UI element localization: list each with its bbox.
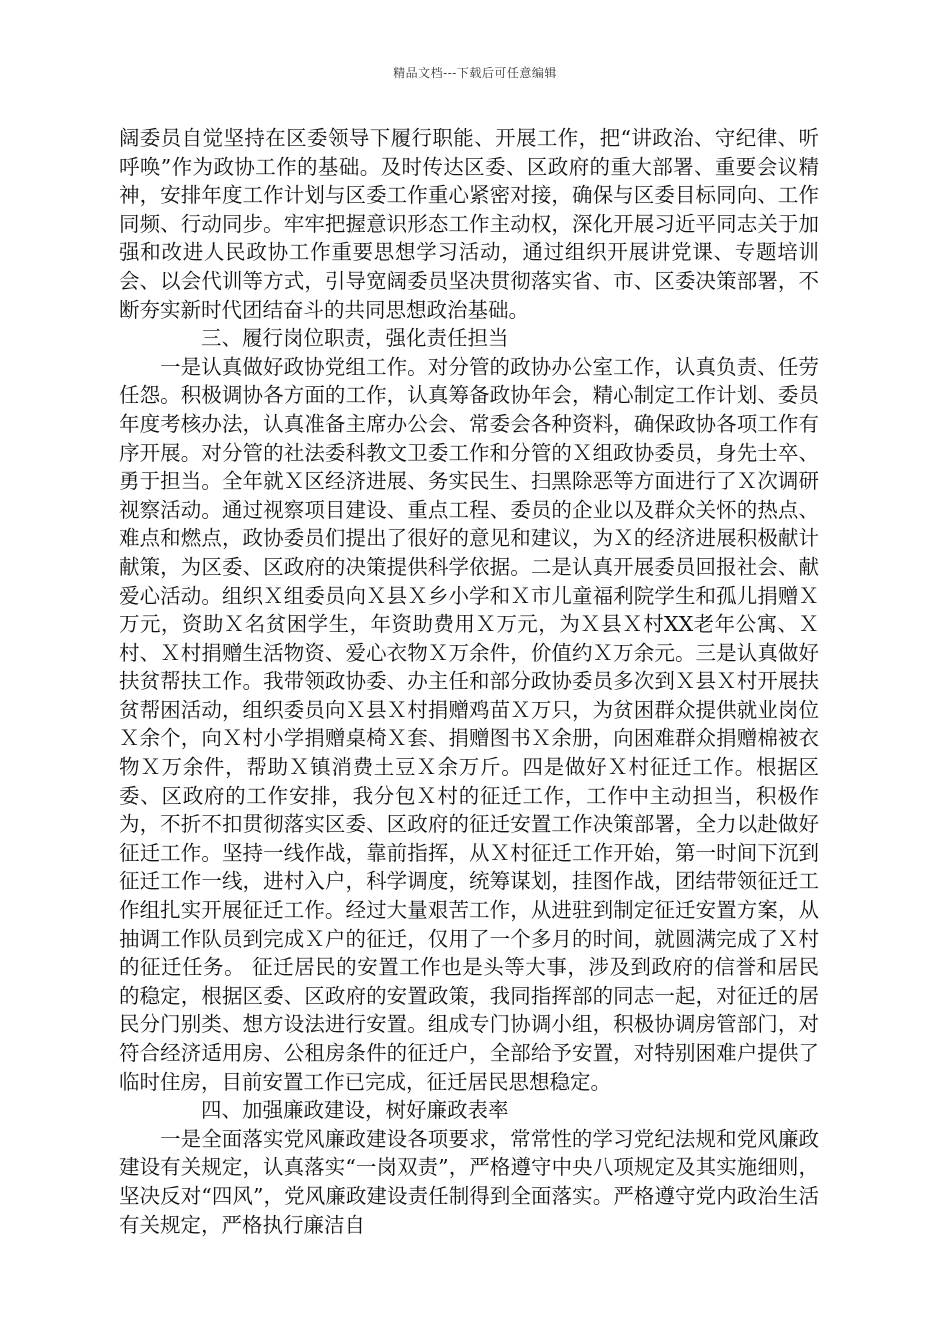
body-paragraph-continued: 阔委员自觉坚持在区委领导下履行职能、开展工作，把“讲政治、守纪律、听呼唤”作为政协工作的基础。及时传达区委、区政府的重大部署、重要会议精神，安排年度工作计划与区委工作重心紧密对接，确保与区委目标同向、工作同频、行动同步。牢牢把握意识形态工作主动权，深化开展习近平同志关于加强和改进人民政协工作重要思想学习活动，通过组织开展讲党课、专题培训会、以会代训等方式，引导宽阔委员坚决贯彻落实省、市、区委决策部署，不断夯实新时代团结奋斗的共同思想政治基础。 (119, 126, 819, 322)
page-header: 精品文档---下载后可任意编辑 (393, 66, 557, 80)
section-heading-4: 四、加强廉政建设，树好廉政表率 (201, 1098, 509, 1123)
body-paragraph: 一是认真做好政协党组工作。对分管的政协办公室工作，认真负责、任劳任怨。积极调协各方面的工作，认真筹备政协年会，精心制定工作计划、委员年度考核办法，认真准备主席办公会、常委会各种资料，确保政协各项工作有序开展。对分管的社法委科教文卫委工作和分管的Ｘ组政协委员，身先士卒、勇于担当。全年就Ｘ区经济进展、务实民生、扫黑除恶等方面进行了Ｘ次调研视察活动。通过视察项目建设、重点工程、委员的企业以及群众关怀的热点、难点和燃点，政协委员们提出了很好的意见和建议，为Ｘ的经济进展积极献计献策，为区委、区政府的决策提供科学依据。二是认真开展委员回报社会、献爱心活动。组织Ｘ组委员向Ｘ县Ｘ乡小学和Ｘ市儿童福利院学生和孤儿捐赠Ｘ万元，资助Ｘ名贫困学生，年资助费用Ｘ万元，为Ｘ县Ｘ村XX老年公寓、Ｘ村、Ｘ村捐赠生活物资、爱心衣物Ｘ万余件，价值约Ｘ万余元。三是认真做好扶贫帮扶工作。我带领政协委、办主任和部分政协委员多次到Ｘ县Ｘ村开展扶贫帮困活动，组织委员向Ｘ县Ｘ村捐赠鸡苗Ｘ万只，为贫困群众提供就业岗位Ｘ余个，向Ｘ村小学捐赠桌椅Ｘ套、捐赠图书Ｘ余册，向困难群众捐赠棉被衣物Ｘ万余件，帮助Ｘ镇消费土豆Ｘ余万斤。四是做好Ｘ村征迁工作。根据区委、区政府的工作安排，我分包Ｘ村的征迁工作，工作中主动担当，积极作为，不折不扣贯彻落实区委、区政府的征迁安置工作决策部署，全力以赴做好征迁工作。坚持一线作战，靠前指挥，从Ｘ村征迁工作开始，第一时间下沉到征迁工作一线，进村入户，科学调度，统筹谋划，挂图作战，团结带领征迁工作组扎实开展征迁工作。经过大量艰苦工作，从进驻到制定征迁安置方案，从抽调工作队员到完成Ｘ户的征迁，仅用了一个多月的时间，就圆满完成了Ｘ村的征迁任务。 征迁居民的安置工作也是头等大事，涉及到政府的信誉和居民的稳定，根据区委、区政府的安置政策，我同指挥部的同志一起，对征迁的居民分门别类、想方设法进行安置。组成专门协调小组，积极协调房管部门，对符合经济适用房、公租房条件的征迁户，全部给予安置，对特别困难户提供了临时住房，目前安置工作已完成，征迁居民思想稳定。 (119, 354, 819, 1094)
body-paragraph: 一是全面落实党风廉政建设各项要求，常常性的学习党纪法规和党风廉政建设有关规定，认真落实“一岗双责”，严格遵守中央八项规定及其实施细则，坚决反对“四风”，党风廉政建设责任制得到全面落实。严格遵守党内政治生活有关规定，严格执行廉洁自 (119, 1126, 819, 1237)
document-body (119, 124, 819, 1239)
section-heading-3: 三、履行岗位职责，强化责任担当 (201, 326, 509, 351)
